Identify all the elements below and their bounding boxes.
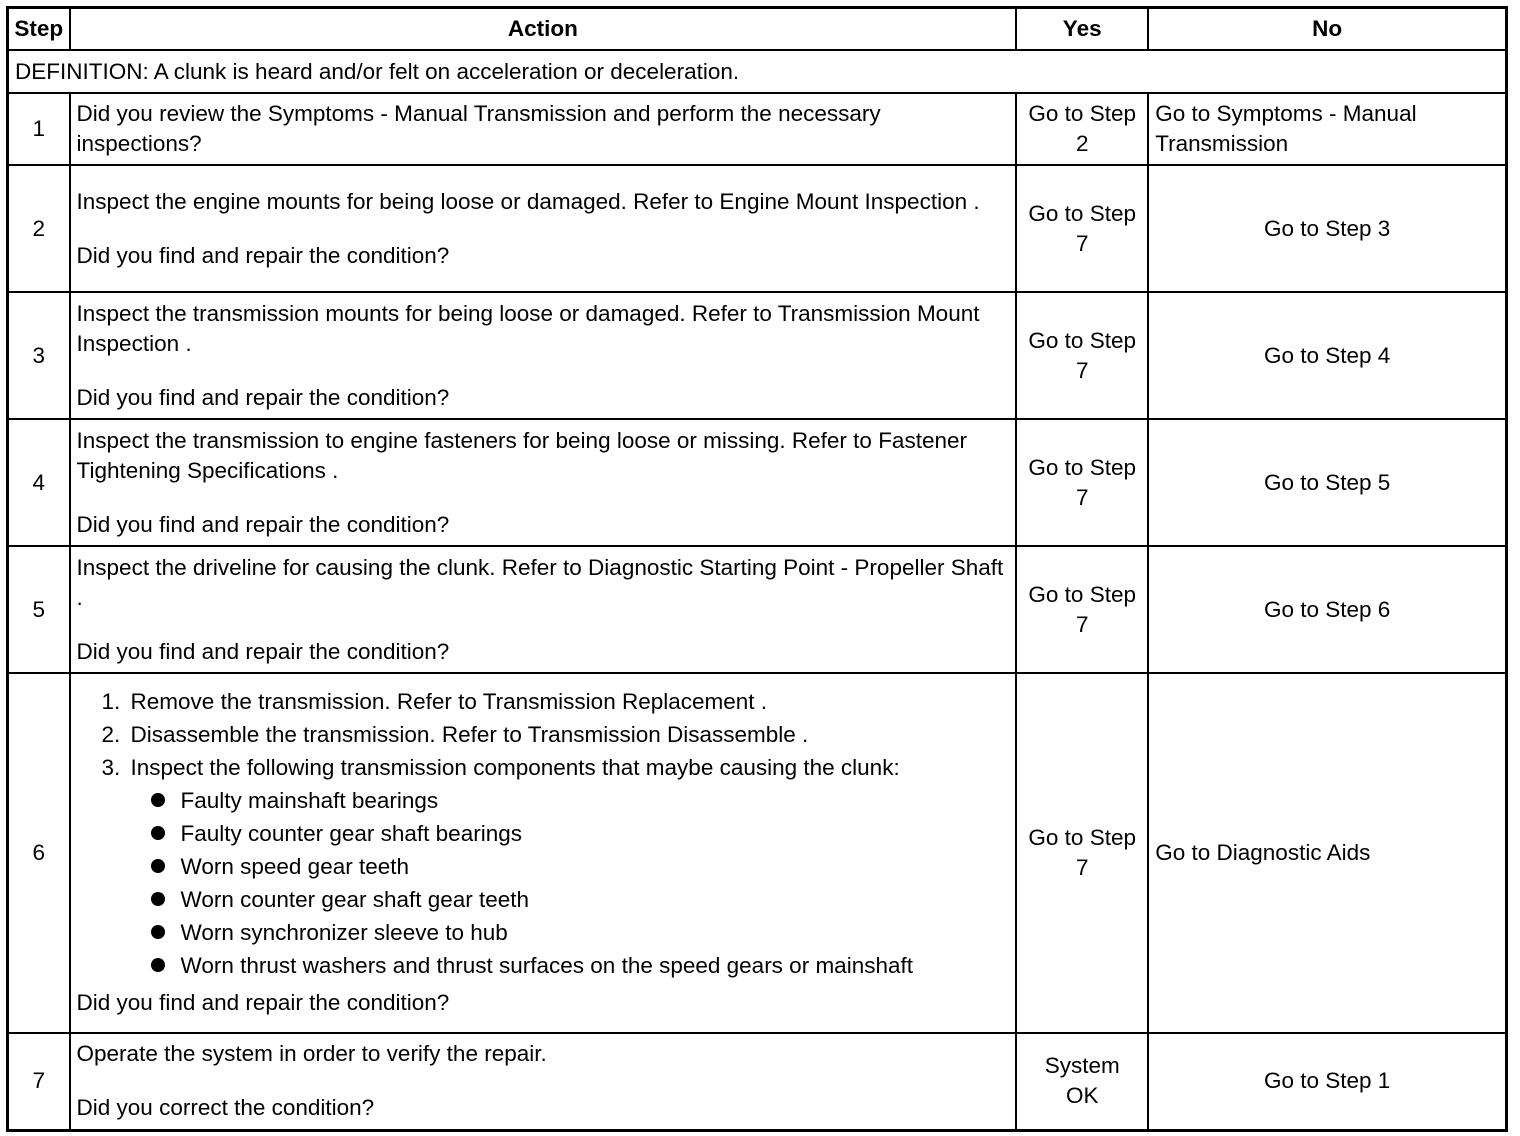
- step-yes: Go to Step 7: [1016, 673, 1148, 1033]
- step-question: Did you find and repair the condition?: [76, 242, 450, 268]
- table-row: [8, 165, 1507, 292]
- step-number: 6: [8, 673, 70, 1033]
- step-question: Did you find and repair the condition?: [76, 511, 450, 537]
- list-item: Faulty counter gear shaft bearings: [177, 817, 1010, 850]
- step-no: Go to Step 4: [1148, 292, 1506, 419]
- table-row: [8, 419, 1507, 546]
- step-no: Go to Symptoms - Manual Transmission: [1148, 93, 1506, 165]
- step-no: Go to Step 6: [1148, 546, 1506, 673]
- step-action-cell: [70, 165, 1017, 292]
- step-number: 4: [8, 419, 70, 546]
- definition-row: [8, 50, 1507, 93]
- step-action-cell: [70, 419, 1017, 546]
- step-number: 5: [8, 546, 70, 673]
- table-row: [8, 1033, 1507, 1130]
- step-yes: Go to Step 7: [1016, 165, 1148, 292]
- step-no: Go to Diagnostic Aids: [1148, 673, 1506, 1033]
- header-row: [8, 8, 1507, 51]
- list-item: Worn counter gear shaft gear teeth: [177, 883, 1010, 916]
- list-item: Worn speed gear teeth: [177, 850, 1010, 883]
- step-action: Inspect the transmission to engine fasteners for being loose or missing. Refer to Fastener Tightening Specifications .: [76, 427, 967, 483]
- list-item: Worn thrust washers and thrust surfaces on the speed gears or mainshaft: [177, 949, 1010, 982]
- step-number: 7: [8, 1033, 70, 1130]
- header-step: Step: [8, 8, 70, 51]
- step-yes: Go to Step 7: [1016, 292, 1148, 419]
- substep-text: Inspect the following transmission components that maybe causing the clunk:: [130, 755, 900, 780]
- step-no: Go to Step 1: [1148, 1033, 1506, 1130]
- step-question: Did you correct the condition?: [76, 1095, 375, 1121]
- step-question: Did you find and repair the condition?: [76, 990, 450, 1015]
- step-action: Did you review the Symptoms - Manual Transmission and perform the necessary inspections?: [70, 93, 1017, 165]
- step-action: Operate the system in order to verify the repair.: [76, 1041, 547, 1067]
- substep-item: [127, 751, 1010, 982]
- definition-text: DEFINITION: A clunk is heard and/or felt on acceleration or deceleration.: [8, 50, 1507, 93]
- step-number: 3: [8, 292, 70, 419]
- step-yes: Go to Step 2: [1016, 93, 1148, 165]
- table-row: [8, 292, 1507, 419]
- step-action-cell: [70, 673, 1017, 1033]
- table-row: [8, 93, 1507, 165]
- step-action: Inspect the transmission mounts for being loose or damaged. Refer to Transmission Mount Inspection .: [76, 300, 980, 356]
- substep-item: 2. Disassemble the transmission. Refer to Transmission Disassemble .: [127, 718, 1010, 751]
- header-no: No: [1148, 8, 1506, 51]
- step-question: Did you find and repair the condition?: [76, 384, 450, 410]
- list-item: Faulty mainshaft bearings: [177, 784, 1010, 817]
- step-number: 1: [8, 93, 70, 165]
- step-action: Inspect the driveline for causing the clunk. Refer to Diagnostic Starting Point - Propeller Shaft .: [76, 554, 1004, 610]
- step-no: Go to Step 3: [1148, 165, 1506, 292]
- step-yes: Go to Step 7: [1016, 419, 1148, 546]
- table-row: [8, 546, 1507, 673]
- step-action: Inspect the engine mounts for being loose or damaged. Refer to Engine Mount Inspection .: [76, 188, 980, 214]
- step-action-cell: [70, 292, 1017, 419]
- substep-list: [77, 685, 1010, 982]
- list-item: Worn synchronizer sleeve to hub: [177, 916, 1010, 949]
- diagnostic-table: [6, 6, 1508, 1132]
- step-yes: System OK: [1016, 1033, 1148, 1130]
- component-list: [131, 784, 1010, 982]
- header-yes: Yes: [1016, 8, 1148, 51]
- step-action-cell: [70, 546, 1017, 673]
- table-row: [8, 673, 1507, 1033]
- step-no: Go to Step 5: [1148, 419, 1506, 546]
- substep-item: 1. Remove the transmission. Refer to Transmission Replacement .: [127, 685, 1010, 718]
- header-action: Action: [70, 8, 1017, 51]
- step-number: 2: [8, 165, 70, 292]
- step-action-cell: [70, 1033, 1017, 1130]
- step-yes: Go to Step 7: [1016, 546, 1148, 673]
- step-question: Did you find and repair the condition?: [76, 638, 450, 664]
